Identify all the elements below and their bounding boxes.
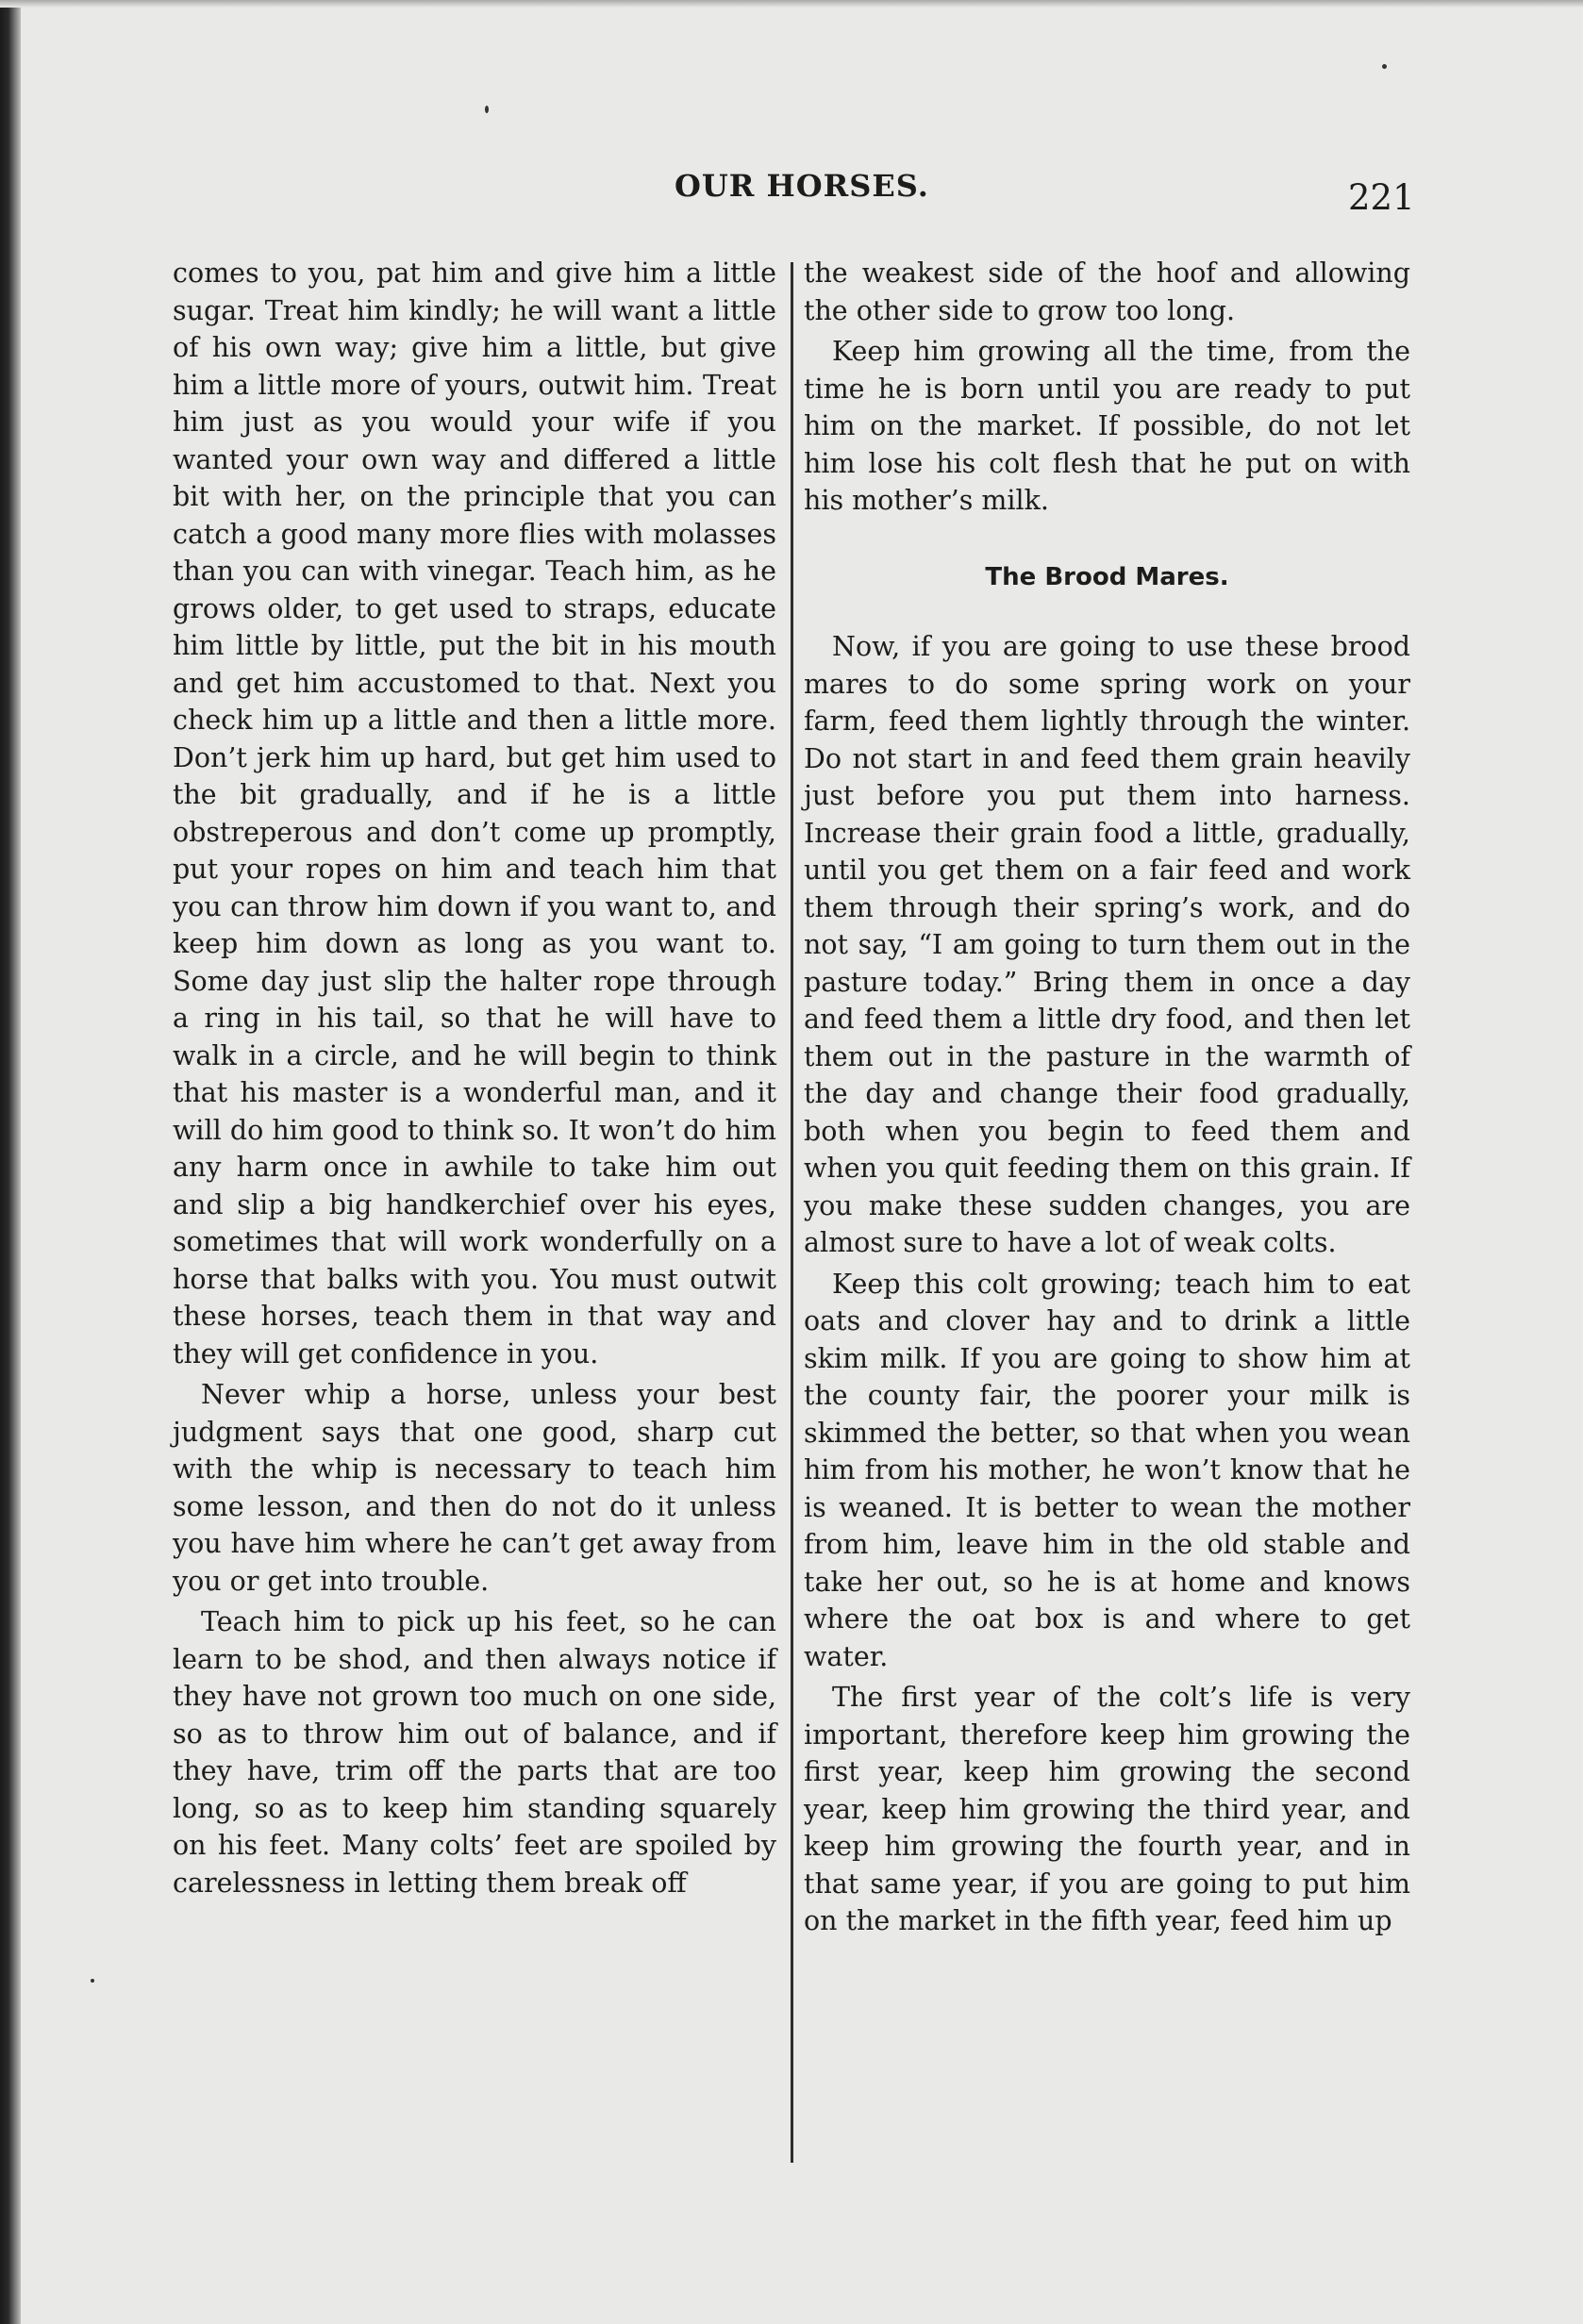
paragraph: Keep him growing all the time, from the time he is born until you are ready to put him on the market. If possible, do not let him lose his colt flesh that he put on with his mother’s milk. [804, 336, 1410, 516]
right-column [804, 255, 1410, 1940]
page-top-edge [0, 0, 1583, 8]
paragraph: The first year of the colt’s life is very important, therefore keep him growing the first year, keep him growing the second year, keep him growing the third year, and keep him growing the fourth year, and in that same year, if you are going to put him on the market in the fifth year, feed him up [804, 1682, 1410, 1936]
paragraph: Teach him to pick up his feet, so he can learn to be shod, and then always notice if they have not grown too much on one side, so as to throw him out of balance, and if they have, trim off the parts that are too long, so as to keep him standing squarely on his feet. Many colts’ feet are spoiled by carelessness in letting them break off [173, 1606, 776, 1899]
ink-speck [1382, 64, 1387, 69]
section-heading: The Brood Mares. [985, 562, 1229, 591]
paragraph: Never whip a horse, unless your best judgment says that one good, sharp cut with the whip is necessary to teach him some lesson, and then do not do it unless you have him where he can’t get away from you or get into trouble. [173, 1379, 776, 1597]
running-header-title: OUR HORSES. [675, 168, 929, 204]
column-divider [791, 262, 793, 2163]
paragraph: the weakest side of the hoof and allowing the other side to grow too long. [804, 257, 1410, 326]
ink-speck [485, 106, 489, 113]
ink-speck [91, 1979, 94, 1983]
left-column [173, 255, 776, 1901]
paragraph: Now, if you are going to use these brood mares to do some spring work on your farm, feed them lightly through the winter. Do not start in and feed them grain heavily just before you put them into harness. Increase their grain food a little, gradually, until you get them on a fair feed and work them through their spring’s work, and do not say, “I am going to turn them out in the pasture today.” Bring them in once a day and feed them a little dry food, and then let them out in the pasture in the warmth of the day and change their food gradually, both when you begin to feed them and when you quit feeding them on this grain. If you make these sudden changes, you are almost sure to have a lot of weak colts. [804, 631, 1410, 1258]
paragraph: Keep this colt growing; teach him to eat oats and clover hay and to drink a little skim milk. If you are going to show him at the county fair, the poorer your milk is skimmed the better, so that when you wean him from his mother, he won’t know that he is weaned. It is better to wean the mother from him, leave him in the old stable and take her out, so he is at home and knows where the oat box is and where to get water. [804, 1268, 1410, 1672]
paragraph: comes to you, pat him and give him a little sugar. Treat him kindly; he will want a little of his own way; give him a little, but give him a little more of yours, outwit him. Treat him just as you would your wife if you wanted your own way and differed a little bit with her, on the principle that you can catch a good many more flies with molasses than you can with vinegar. Teach him, as he grows older, to get used to straps, educate him little by little, put the bit in his mouth and get him accustomed to that. Next you check him up a little and then a little more. Don’t jerk him up hard, but get him used to the bit gradually, and if he is a little obstreperous and don’t come up promptly, put your ropes on him and teach him that you can throw him down if you want to, and keep him down as long as you want to. Some day just slip the halter rope through a ring in his tail, so that he will have to walk in a circle, and he will begin to think that his master is a wonderful man, and it will do him good to think so. It won’t do him any harm once in awhile to take him out and slip a big handkerchief over his eyes, sometimes that will work wonderfully on a horse that balks with you. You must outwit these horses, teach them in that way and they will get confidence in you. [173, 257, 776, 1370]
page-number: 221 [1348, 177, 1415, 218]
page-binding-edge [0, 0, 21, 2324]
